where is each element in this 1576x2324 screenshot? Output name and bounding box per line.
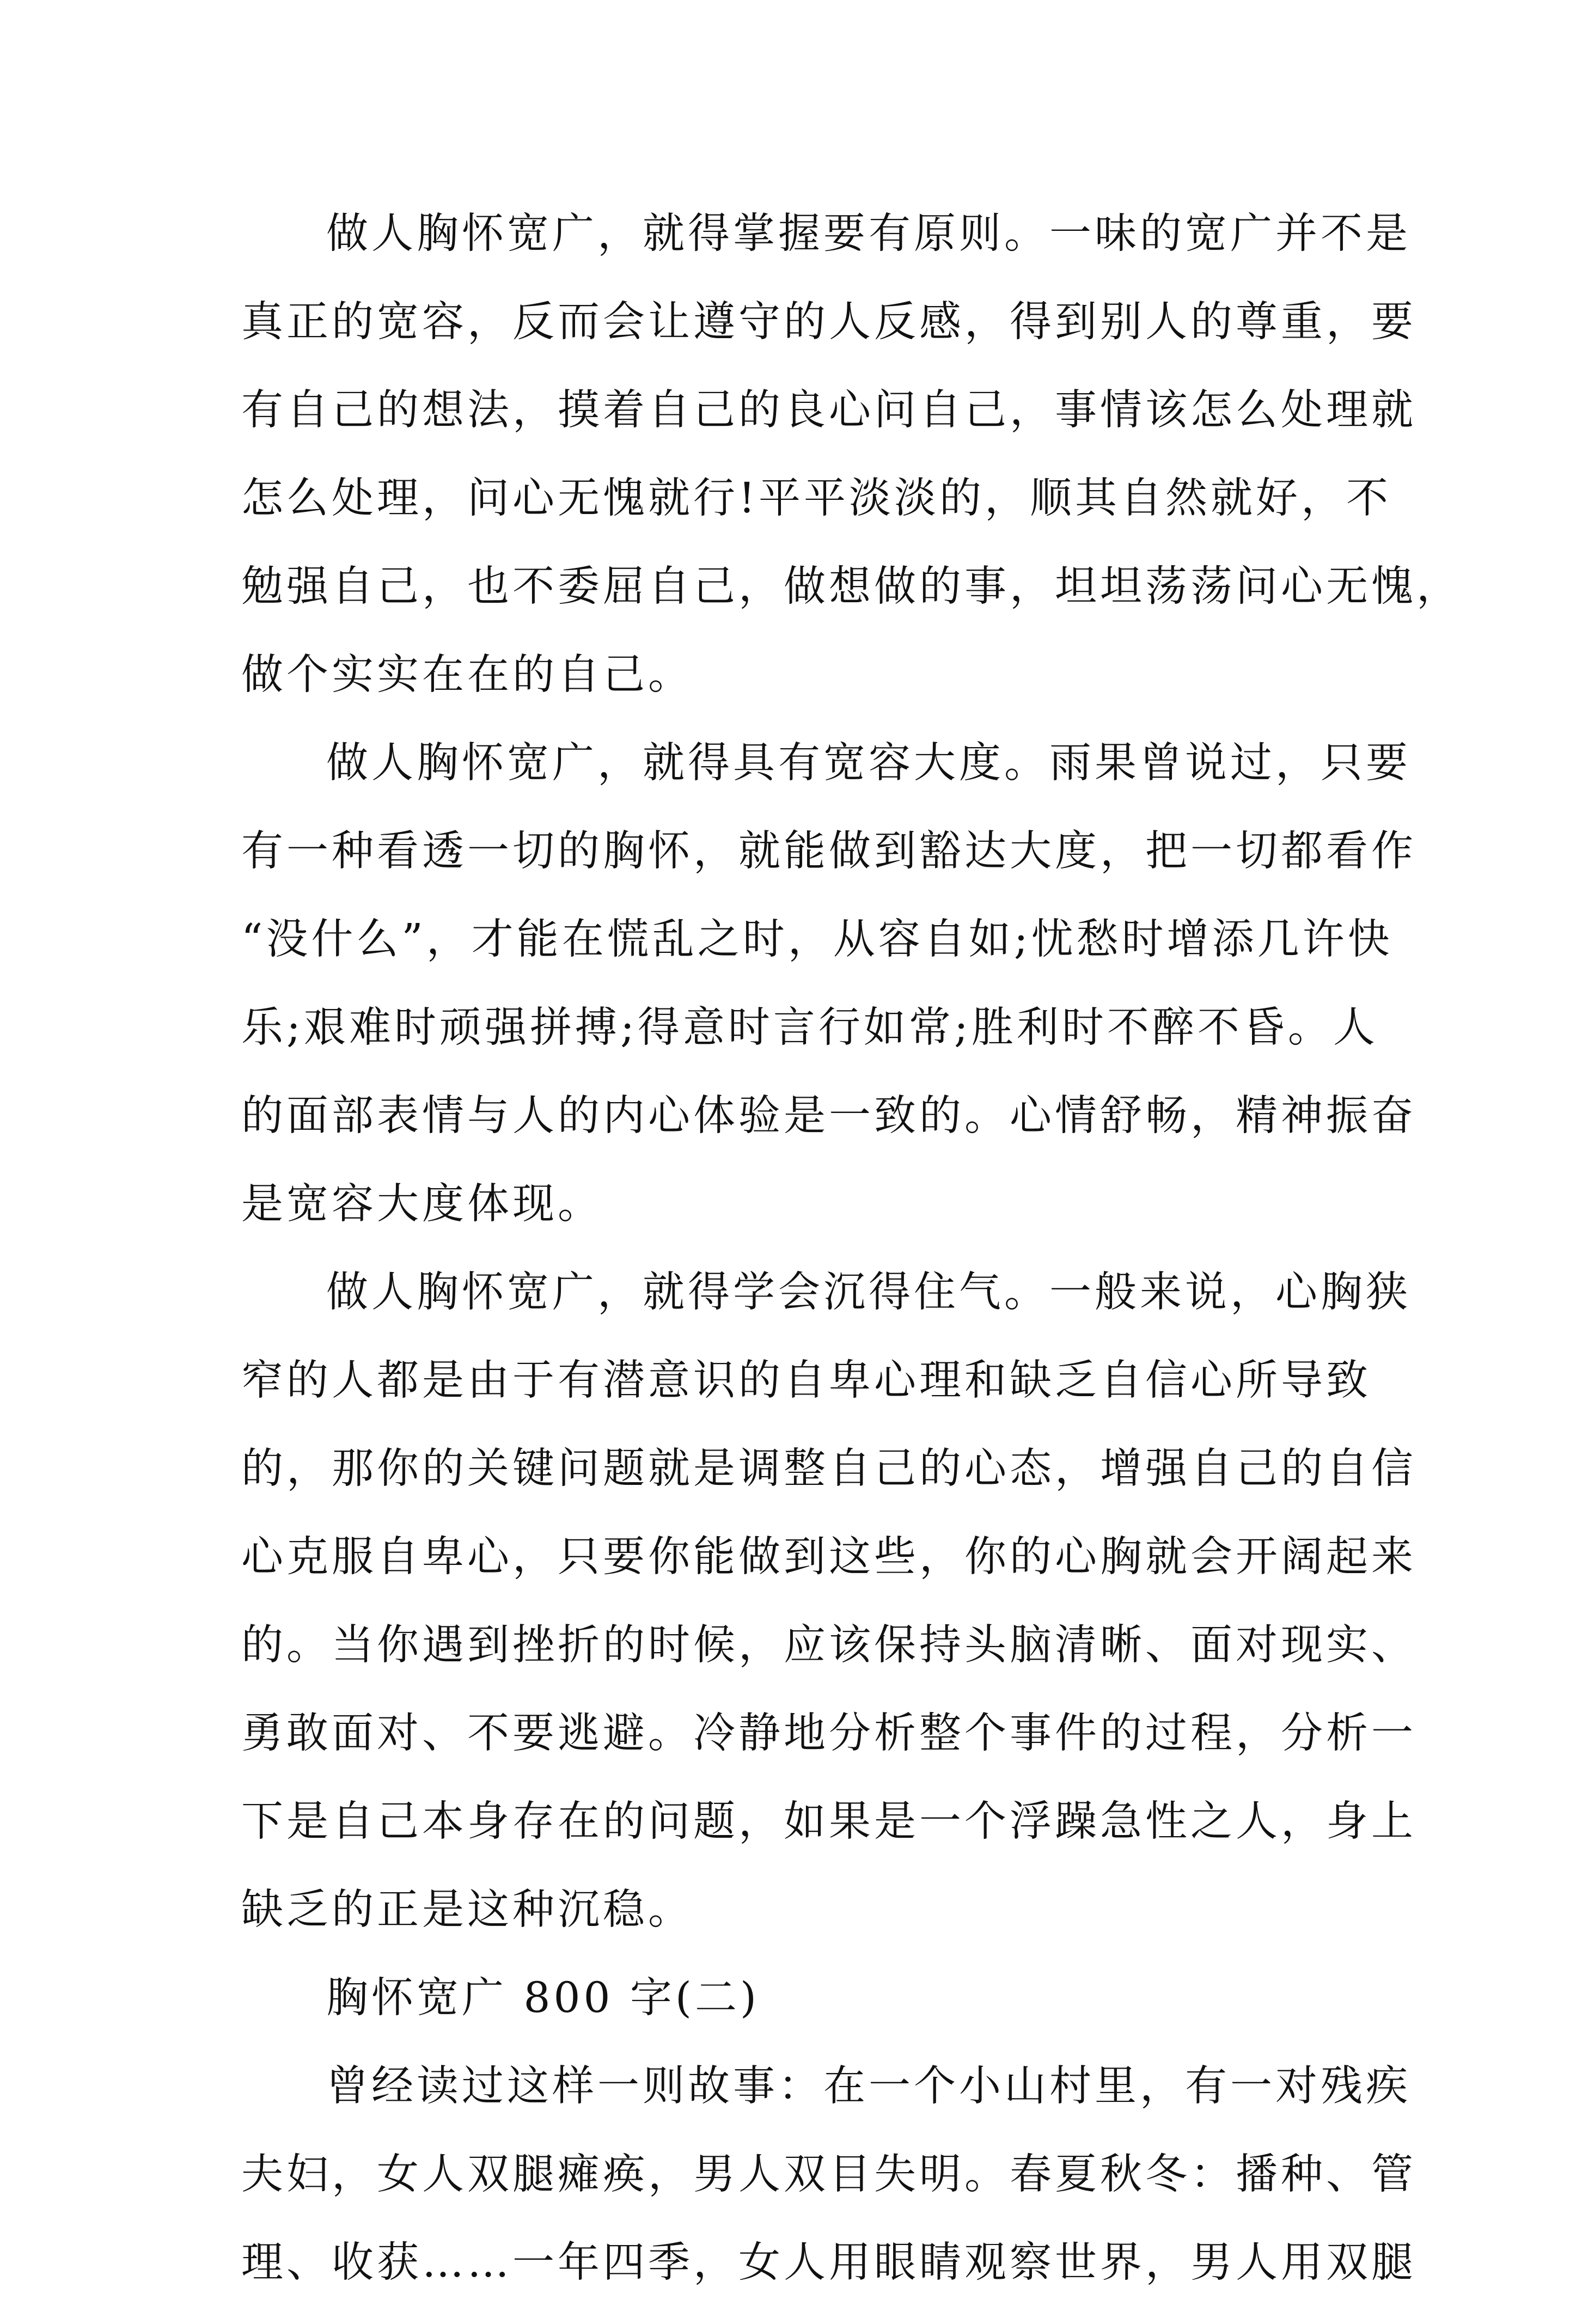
- text-line: 缺乏的正是这种沉稳。: [241, 1886, 693, 1934]
- text-line: 理、收获……一年四季，女人用眼睛观察世界，男人用双腿: [241, 2239, 1416, 2287]
- text-line: 勉强自己，也不委屈自己，做想做的事，坦坦荡荡问心无愧，: [241, 562, 1462, 611]
- text-line: 做人胸怀宽广，就得学会沉得住气。一般来说，心胸狭: [326, 1268, 1411, 1317]
- text-line: 窄的人都是由于有潜意识的自卑心理和缺乏自信心所导致: [241, 1356, 1371, 1405]
- text-line: 曾经读过这样一则故事：在一个小山村里，有一对残疾: [326, 2062, 1411, 2111]
- paragraph-tolerance: [241, 736, 1416, 1232]
- text-line: 怎么处理，问心无愧就行!平平淡淡的，顺其自然就好，不: [241, 474, 1391, 523]
- document-body: [241, 207, 1462, 2324]
- text-line: 真正的宽容，反而会让遵守的人反感，得到别人的尊重，要: [241, 298, 1416, 346]
- text-line: 下是自己本身存在的问题，如果是一个浮躁急性之人，身上: [241, 1797, 1416, 1846]
- text-line: 是宽容大度体现。: [241, 1180, 603, 1228]
- text-line: 的面部表情与人的内心体验是一致的。心情舒畅，精神振奋: [241, 1092, 1416, 1140]
- text-line: 勇敢面对、不要逃避。冷静地分析整个事件的过程，分析一: [241, 1709, 1416, 1758]
- section-heading: [241, 1971, 1363, 2026]
- text-line: “没什么”，才能在慌乱之时，从容自如;忧愁时增添几许快: [241, 915, 1393, 964]
- text-line: 的，那你的关键问题就是调整自己的心态，增强自己的自信: [241, 1445, 1416, 1493]
- paragraph-composure: [241, 1265, 1416, 1937]
- paragraph-story: [241, 2059, 1416, 2290]
- section-title: 胸怀宽广 800 字(二): [326, 1974, 760, 2022]
- text-line: 做个实实在在的自己。: [241, 651, 693, 699]
- text-line: 夫妇，女人双腿瘫痪，男人双目失明。春夏秋冬：播种、管: [241, 2150, 1416, 2199]
- paragraph-principle: [241, 207, 1462, 702]
- text-line: 做人胸怀宽广，就得掌握要有原则。一味的宽广并不是: [326, 210, 1411, 258]
- text-line: 有一种看透一切的胸怀，就能做到豁达大度，把一切都看作: [241, 827, 1416, 876]
- text-line: 做人胸怀宽广，就得具有宽容大度。雨果曾说过，只要: [326, 739, 1411, 787]
- text-line: 有自己的想法，摸着自己的良心问自己，事情该怎么处理就: [241, 386, 1416, 435]
- text-line: 心克服自卑心，只要你能做到这些，你的心胸就会开阔起来: [241, 1533, 1416, 1581]
- text-line: 乐;艰难时顽强拼搏;得意时言行如常;胜利时不醉不昏。人: [241, 1004, 1378, 1052]
- text-line: 的。当你遇到挫折的时候，应该保持头脑清晰、面对现实、: [241, 1621, 1416, 1669]
